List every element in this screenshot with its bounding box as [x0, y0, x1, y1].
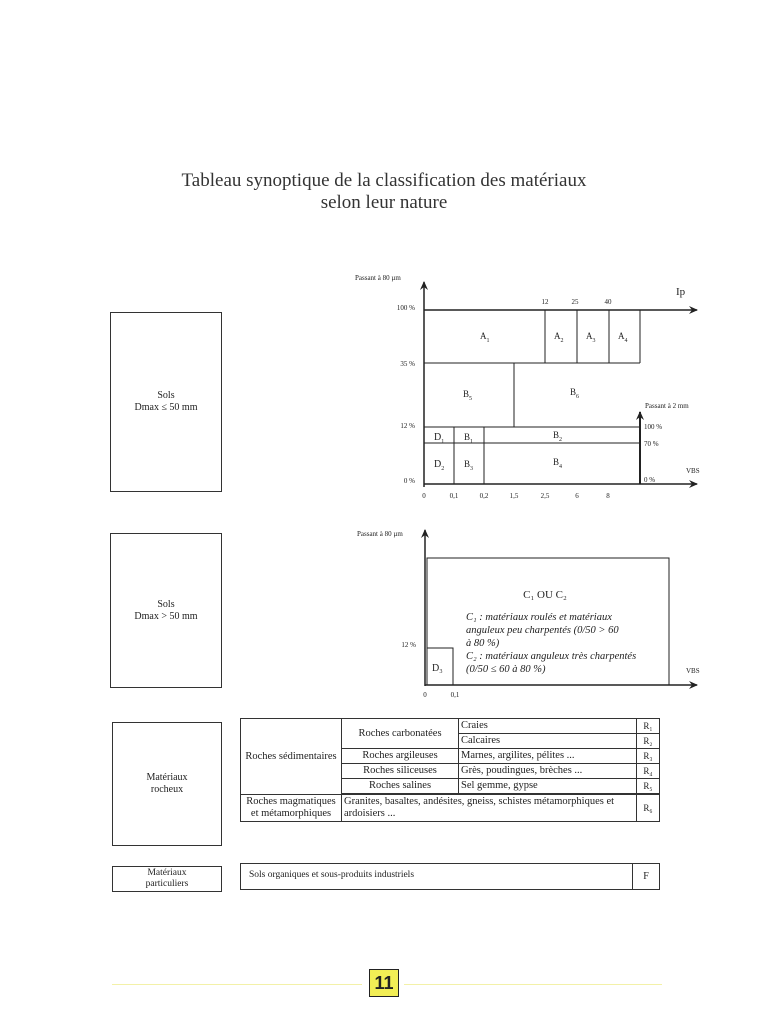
sedimentaires-cell: Roches sédimentaires: [241, 719, 342, 795]
vbs-tick: 2,5: [540, 492, 550, 500]
ip-axis-label: Ip: [676, 286, 686, 298]
cell-B3: $B_3$: [464, 459, 474, 472]
ip-tick: 25: [571, 298, 579, 306]
carbonatees-cell: Roches carbonatées: [342, 719, 459, 749]
vbs-axis-label: VBS: [686, 467, 700, 475]
cell-D2: $D_2$: [434, 459, 445, 472]
c1-c2-label: C₁ OU C₂: [523, 589, 567, 601]
code-cell: R₅: [637, 779, 660, 794]
y-tick: 12 %: [401, 641, 416, 649]
cell-D1: $D_1$: [434, 432, 445, 445]
vbs-tick: 6: [575, 492, 579, 500]
page-number: 11: [369, 969, 399, 997]
cell-B4: $B_4$: [553, 457, 563, 470]
title-line-2: selon leur nature: [320, 192, 448, 213]
code-cell: R₁: [637, 719, 660, 734]
argileuses-cell: Roches argileuses: [342, 749, 459, 764]
table-row: [241, 795, 660, 822]
code-cell: R₂: [637, 734, 660, 749]
category-sublabel: rocheux: [150, 784, 184, 795]
vbs-tick: 1,5: [509, 492, 519, 500]
vbs-tick: 0: [422, 492, 426, 500]
cell-B5: $B_5$: [463, 389, 473, 402]
cell-A1: $A_1$: [480, 331, 490, 344]
x-tick: 0: [423, 691, 427, 699]
code-cell: R₆: [637, 795, 660, 822]
second-y-axis-label: Passant à 2 mm: [645, 402, 689, 410]
second-y-tick: 0 %: [644, 476, 656, 484]
cell-B6: $B_6$: [570, 387, 580, 400]
code-cell: R₃: [637, 749, 660, 764]
category-label: Sols: [157, 598, 175, 610]
category-sublabel: Dmax ≤ 50 mm: [134, 402, 198, 413]
category-label: Matériaux: [147, 868, 187, 878]
second-y-tick: 70 %: [644, 440, 659, 448]
category-box-rocheux: [112, 722, 222, 846]
cell-B2: $B_2$: [553, 430, 563, 443]
cell-A4: $A_4$: [618, 331, 628, 344]
diagram-sols-large: [0, 520, 768, 710]
y-axis-label: Passant à 80 µm: [357, 530, 403, 538]
code-cell: R₄: [637, 764, 660, 779]
particular-code: F: [632, 864, 659, 889]
siliceuses-cell: Roches siliceuses: [342, 764, 459, 779]
ip-tick: 12: [541, 298, 549, 306]
vbs-tick: 0,1: [449, 492, 459, 500]
vbs-tick: 0,2: [479, 492, 489, 500]
note-line: anguleux peu charpentés (0/50 > 60: [466, 625, 619, 636]
category-label: Sols: [157, 390, 175, 401]
second-y-tick: 100 %: [644, 423, 663, 431]
siliceuses-desc-cell: Grès, poudingues, brèches ...: [459, 764, 637, 779]
table-row: [241, 719, 660, 734]
salines-desc-cell: Sel gemme, gypse: [459, 779, 637, 794]
magmatiques-cell: Roches magmatiques et métamorphiques: [241, 795, 342, 822]
argileuses-desc-cell: Marnes, argilites, pélites ...: [459, 749, 637, 764]
craies-cell: Craies: [459, 719, 637, 734]
particular-desc: Sols organiques et sous-produits industriels: [249, 870, 415, 880]
cell-B1: $B_1$: [464, 432, 474, 445]
rock-classification-table: [240, 718, 660, 822]
ip-tick: 40: [604, 298, 612, 306]
calcaires-cell: Calcaires: [459, 734, 637, 749]
footer-line-left: [112, 984, 362, 985]
note-line: (0/50 ≤ 60 à 80 %): [466, 664, 546, 675]
y-axis-label: Passant à 80 µm: [355, 274, 401, 282]
category-box-particuliers: [112, 866, 222, 892]
y-tick: 0 %: [403, 477, 415, 485]
y-tick: 100 %: [396, 304, 415, 312]
note-line: C₂ : matériaux anguleux très charpentés: [466, 651, 637, 662]
cell-A3: $A_3$: [586, 331, 596, 344]
vbs-axis-label: VBS: [686, 667, 700, 675]
salines-cell: Roches salines: [342, 779, 459, 794]
d3-label: D₃: [432, 663, 443, 674]
x-tick: 0,1: [450, 691, 460, 699]
particular-materials-row: [240, 863, 660, 890]
footer-line-right: [404, 984, 662, 985]
title-line-1: Tableau synoptique de la classification des matériaux: [181, 170, 587, 191]
category-sublabel: particuliers: [145, 879, 189, 889]
magmatiques-desc-cell: Granites, basaltes, andésites, gneiss, schistes métamorphiques et ardoisiers ...: [342, 795, 637, 822]
y-tick: 35 %: [400, 360, 415, 368]
note-line: à 80 %): [466, 638, 500, 649]
note-line: C₁ : matériaux roulés et matériaux: [466, 612, 612, 623]
category-label: Matériaux: [146, 772, 188, 783]
vbs-tick: 8: [606, 492, 610, 500]
cell-A2: $A_2$: [554, 331, 564, 344]
category-sublabel: Dmax > 50 mm: [134, 610, 198, 622]
y-tick: 12 %: [400, 422, 415, 430]
